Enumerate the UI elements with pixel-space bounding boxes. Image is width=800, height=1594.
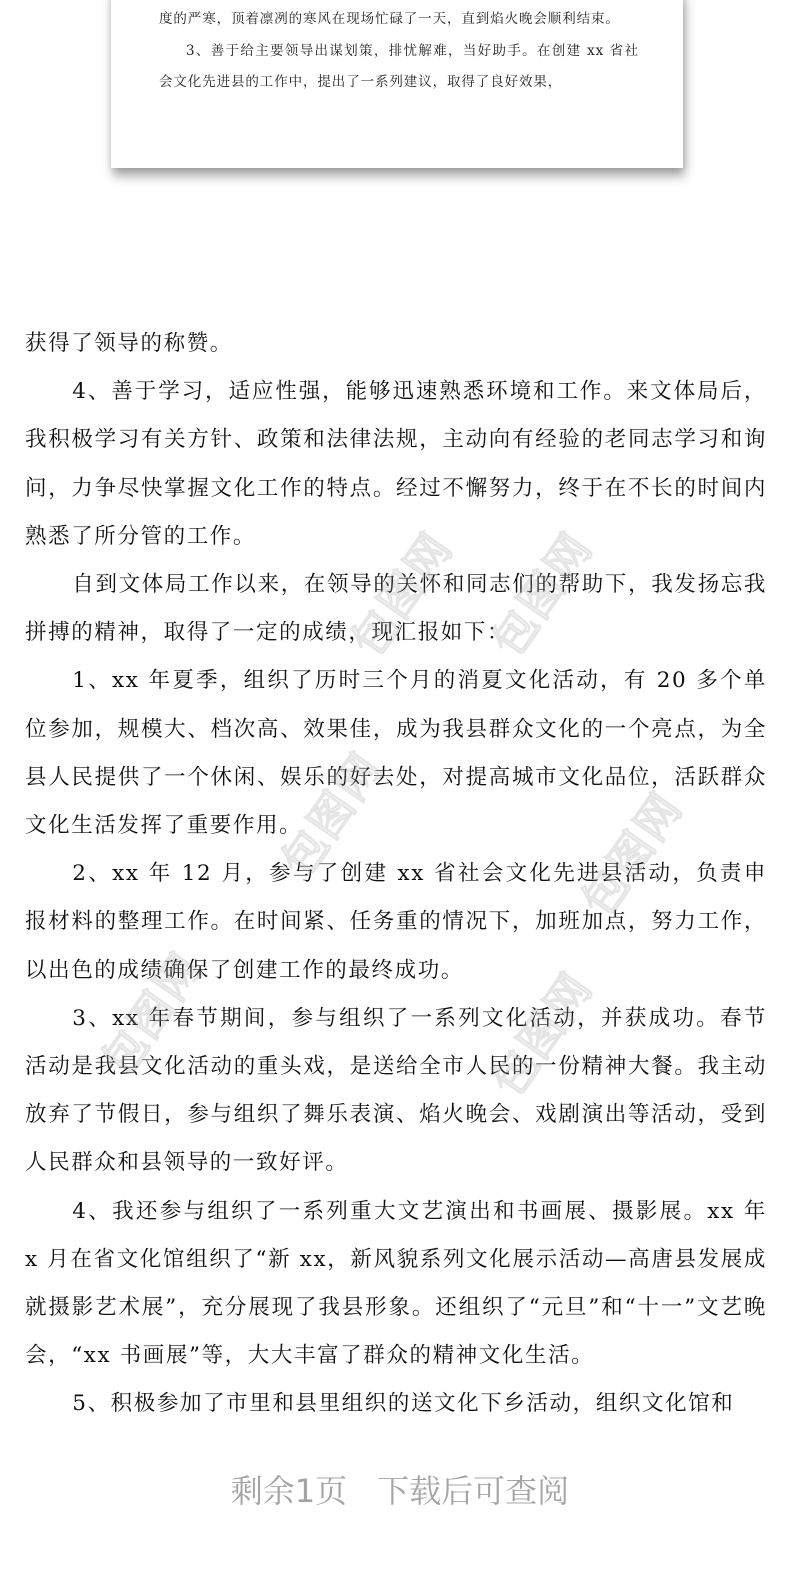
watermark-text: 包图网: [482, 963, 604, 1106]
previous-page-text: [159, 4, 639, 99]
watermark-text: 包图网: [342, 523, 464, 666]
download-prompt[interactable]: [0, 1466, 800, 1512]
paragraph-achievement-5: 5、积极参加了市里和县里组织的送文化下乡活动，组织文化馆和: [72, 1391, 735, 1417]
paragraph-achievement-4: 4、我还参与组织了一系列重大文艺演出和书画展、摄影展。xx 年 x 月在省文化馆组织了“新 xx，新风貌系列文化展示活动—高唐县发展成就摄影艺术展”，充分展现了我县形象。还组织了“元旦”和“十一”文艺晚会，“xx 书画展”等，大大丰富了群众的精神文化生活。: [25, 1198, 767, 1369]
watermark-text: 包图网: [92, 943, 214, 1086]
paragraph-achievement-1: 1、xx 年夏季，组织了历时三个月的消夏文化活动，有 20 多个单位参加，规模大、档次高、效果佳，成为我县群众文化的一个亮点，为全县人民提供了一个休闲、娱乐的好去处，对提高城市文化品位，活跃群众文化生活发挥了重要作用。: [25, 668, 767, 839]
watermark-text: 包图网: [482, 523, 604, 666]
previous-page-card: [111, 0, 683, 168]
paragraph-intro-report: 自到文体局工作以来，在领导的关怀和同志们的帮助下，我发扬忘我拼搏的精神，取得了一定的成绩，现汇报如下：: [25, 572, 767, 646]
card-paragraph-2: 3、善于给主要领导出谋划策，排忧解难，当好助手。在创建 xx 省社会文化先进县的工作中，提出了一系列建议，取得了良好效果，: [159, 42, 639, 90]
paragraph-item-4-learning: 4、善于学习，适应性强，能够迅速熟悉环境和工作。来文体局后，我积极学习有关方针、政策和法律法规，主动向有经验的老同志学习和询问，力争尽快掌握文化工作的特点。经过不懈努力，终于在不长的时间内熟悉了所分管的工作。: [25, 379, 767, 549]
paragraph-achievement-3: 3、xx 年春节期间，参与组织了一系列文化活动，并获成功。春节活动是我县文化活动的重头戏，是送给全市人民的一份精神大餐。我主动放弃了节假日，参与组织了舞乐表演、焰火晚会、戏剧演出等活动，受到人民群众和县领导的一致好评。: [25, 1005, 767, 1176]
watermark-text: 包图网: [572, 783, 694, 926]
card-paragraph-1: 度的严寒，顶着凛冽的寒风在现场忙碌了一天，直到焰火晚会顺利结束。: [159, 11, 620, 27]
paragraph-continuation: 获得了领导的称赞。: [25, 331, 233, 356]
watermark-text: 包图网: [272, 743, 394, 886]
download-to-view-label[interactable]: 下载后可查阅: [377, 1472, 570, 1510]
paragraph-achievement-2: 2、xx 年 12 月，参与了创建 xx 省社会文化先进县活动，负责申报材料的整理工作。在时间紧、任务重的情况下，加班加点，努力工作，以出色的成绩确保了创建工作的最终成功。: [25, 861, 767, 983]
remaining-pages-label: 剩余1页: [230, 1472, 348, 1510]
document-body: [25, 320, 767, 1429]
